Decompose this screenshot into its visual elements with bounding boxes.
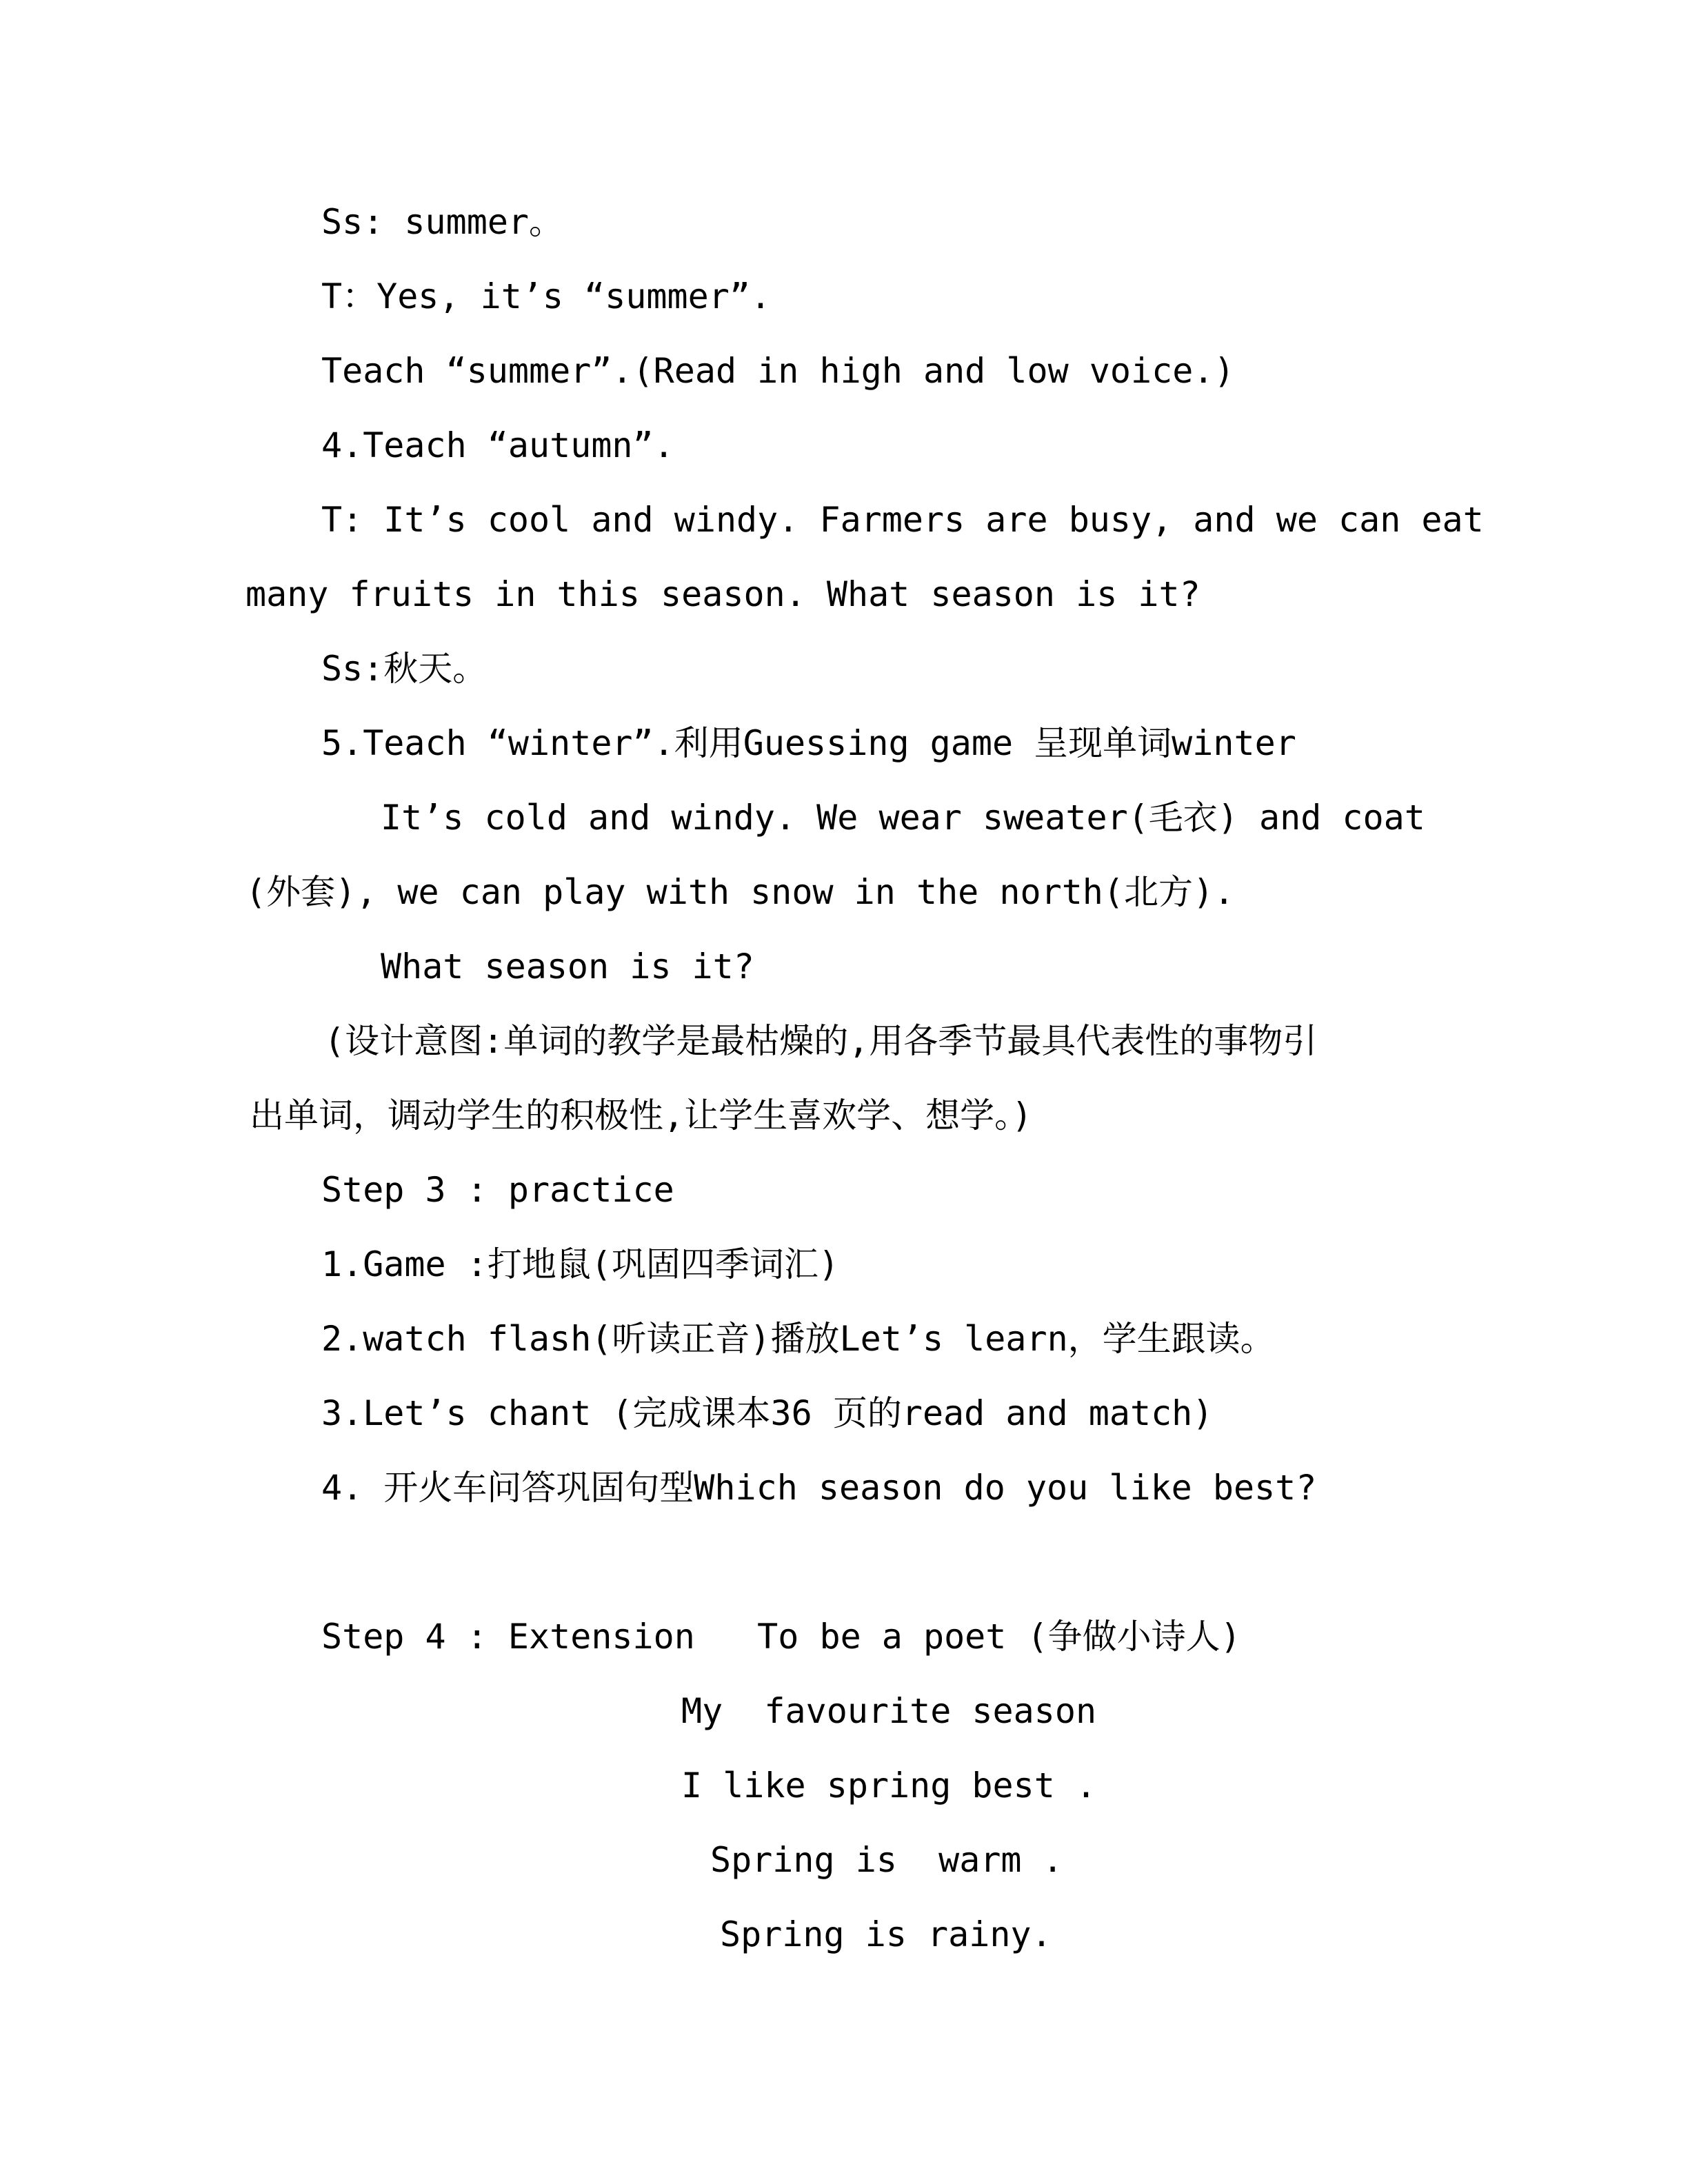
text-line: Ss:秋天。 — [321, 649, 488, 689]
section-heading: Step 4 : Extension To be a poet (争做小诗人) — [321, 1617, 1241, 1657]
text-line: Teach “summer”.(Read in high and low voice.) — [321, 351, 1235, 391]
text-line: 出单词，调动学生的积极性,让学生喜欢学、想学。) — [250, 1095, 1033, 1135]
text-line: (设计意图:单词的教学是最枯燥的,用各季节最具代表性的事物引 — [324, 1021, 1318, 1061]
text-line: T：Yes, it’s “summer”. — [321, 276, 772, 316]
text-line: T: It’s cool and windy. Farmers are busy, and we can eat — [321, 500, 1484, 540]
poem-title: My favourite season — [681, 1691, 1097, 1731]
text-line: 1.Game :打地鼠(巩固四季词汇) — [321, 1244, 840, 1284]
text-line: It’s cold and windy. We wear sweater(毛衣) and coat — [381, 798, 1425, 838]
text-line: 3.Let’s chant (完成课本36 页的read and match) — [321, 1393, 1214, 1433]
poem-line: Spring is rainy. — [720, 1914, 1052, 1954]
section-heading: Step 3 : practice — [321, 1170, 674, 1210]
text-line: 4. 开火车问答巩固句型Which season do you like best? — [321, 1468, 1317, 1508]
text-line: Ss: summer。 — [321, 202, 564, 242]
text-line: 2.watch flash(听读正音)播放Let’s learn，学生跟读。 — [321, 1319, 1275, 1359]
poem-line: I like spring best . — [681, 1766, 1097, 1806]
text-line: What season is it? — [381, 947, 754, 987]
text-line: many fruits in this season. What season is it? — [245, 574, 1200, 614]
text-line: (外套), we can play with snow in the north(北方). — [245, 872, 1235, 912]
text-line: 5.Teach “winter”.利用Guessing game 呈现单词winter — [321, 723, 1296, 763]
poem-line: Spring is warm . — [710, 1840, 1063, 1880]
text-line: 4.Teach “autumn”. — [321, 425, 674, 465]
